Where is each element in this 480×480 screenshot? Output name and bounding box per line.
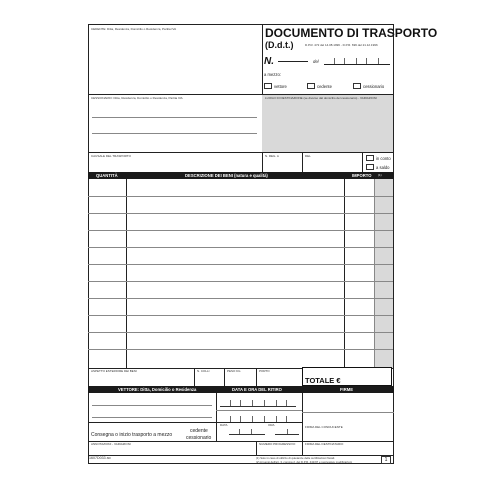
start-time-field[interactable] [275,429,299,435]
start-option-top: cedente [190,428,208,434]
amount-header: IMPORTO [352,173,372,178]
driver-signature-label: FIRMA DEL CONDUCENTE [305,425,343,429]
carrier-label: VETTORE: Ditta, Domicilio o Residenza [118,387,197,392]
table-row [88,281,393,282]
recipient-label: CESSIONARIO: Ditta, Residenza, Domicilio o Residenza, Partita IVA [91,96,183,100]
mid-divider [88,152,394,153]
cedente-checkbox[interactable] [307,83,315,89]
amount-note: (1) [378,173,382,177]
transport-document-form [88,24,394,464]
amount-cents-divider [374,179,375,368]
table-row [88,315,393,316]
vettore-checkbox[interactable] [264,83,272,89]
document-title: DOCUMENTO DI TRASPORTO [265,26,438,40]
table-row [88,332,393,333]
carrier-line-1 [92,405,212,406]
recipient-line-2 [92,133,257,134]
date-label: del [313,59,319,64]
table-row [88,247,393,248]
account-divider [362,152,363,172]
quantity-header: QUANTITÀ [96,173,118,178]
transport-reason-label: CAUSALE DEL TRASPORTO [91,154,131,158]
pickup-time-label: ORA [268,423,275,427]
pickup-divider-left [216,393,217,441]
start-transport-text: Consegna o inizio trasporto a mezzo [91,432,173,438]
quantity-column-divider [126,179,127,368]
table-row [88,196,393,197]
parcels-divider [194,368,195,386]
destination-area[interactable] [262,95,393,152]
reg-date-label: DEL [305,154,311,158]
carriage-divider [256,368,257,386]
start-option-bottom: cessionario [186,435,212,441]
destination-label: LUOGO DI DESTINAZIONE (se diverso dal domicilio del cessionario) - VARIAZIONI [265,96,377,100]
signatures-label: FIRME [340,387,354,392]
progressive-divider [256,441,257,455]
bottom-divider [88,455,394,456]
number-field[interactable] [278,61,308,62]
footnote-2: (2) Ai sensi dell'art. 3, comma 2, del D.P.R. 441/97 e successive modificazioni [256,460,352,464]
weight-label: PESO KG [227,369,241,373]
pickup-label: DATA E ORA DEL RITIRO [232,387,282,392]
carriage-label: PORTO [259,369,270,373]
reg-divider [302,152,303,172]
recipient-signature-label: FIRMA DEL DESTINATARIO [305,442,344,446]
a-saldo-checkbox[interactable] [366,164,374,170]
amount-column-divider [344,179,345,368]
table-row [88,349,393,350]
weight-divider [224,368,225,386]
page-number: 1 [381,456,391,464]
pickup-date-field-1[interactable] [220,400,296,407]
total-label: TOTALE € [305,376,341,385]
law-references: D.P.R. 472 del 14.08.1996 - D.P.R. 696 del 21.12.1996 [305,43,378,47]
footnote-1: (1) Solo in caso di utilizzo di quietanze delle certificazioni fiscali. [256,456,335,460]
pickup-row-divider [216,410,302,411]
document-subtitle: (D.d.t.) [265,40,294,50]
number-label: N. [264,56,274,67]
pickup-date-label: DATA [220,423,228,427]
start-date-field[interactable] [229,429,265,435]
carrier-line-2 [92,417,212,418]
cedente-label: cedente [317,84,332,89]
a-saldo-label: a saldo [376,165,390,170]
annotations-label: ANNOTAZIONI - VARIAZIONI [91,442,131,446]
driver-signature-line [302,412,394,413]
form-code: 1607D033 ao [89,456,111,460]
table-row [88,213,393,214]
sender-label: CEDENTE: Ditta, Residenza, Domicilio o Residenza, Partita IVA [91,27,177,31]
signature-divider [302,393,303,455]
in-conto-checkbox[interactable] [366,155,374,161]
aspect-label: ASPETTO ESTERIORE DEI BENI [91,369,137,373]
recipient-line-1 [92,117,257,118]
description-header: DESCRIZIONE DEI BENI (natura e qualità) [185,173,268,178]
vettore-label: vettore [274,84,287,89]
progressive-label: NUMERO PROGRESSIVO [259,442,296,446]
reg-no-label: N. REG. A [265,154,279,158]
cessionario-label: cessionario [363,84,385,89]
cessionario-checkbox[interactable] [353,83,361,89]
date-field[interactable] [324,58,390,65]
in-conto-label: in conto [376,156,391,161]
notes-top-divider [88,441,394,442]
table-row [88,230,393,231]
table-row [88,298,393,299]
parcels-label: N. COLLI [197,369,210,373]
transport-means-label: a mezzo: [264,72,281,77]
table-row [88,264,393,265]
amount-shaded-column [374,179,393,368]
